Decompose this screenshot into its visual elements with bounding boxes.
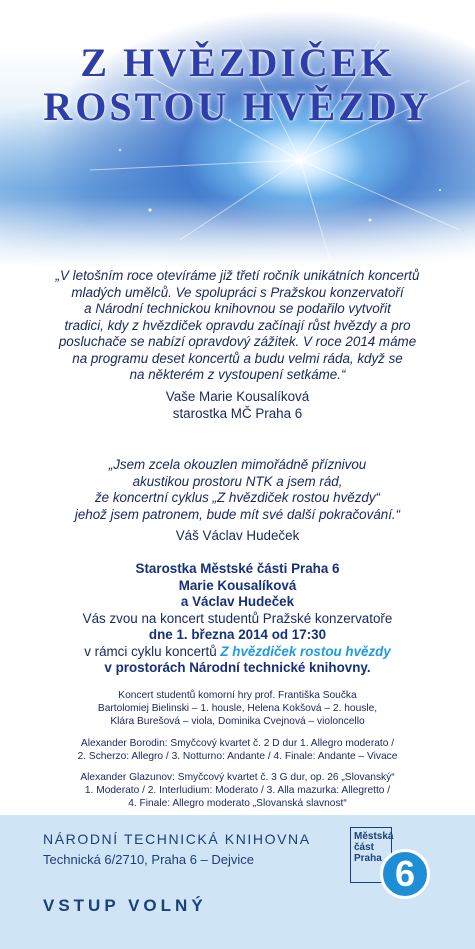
quote-line: „V letošním roce otevíráme již třetí ročník unikátních koncertů <box>55 268 420 283</box>
concert-date: dne 1. března 2014 od 17:30 <box>148 627 327 642</box>
series-prefix: v rámci cyklu koncertů <box>84 643 221 659</box>
venue-line: v prostorách Národní technické knihovny. <box>104 660 371 675</box>
library-address: Technická 6/2710, Praha 6 – Dejvice <box>43 852 255 867</box>
role-kousalikova: starostka MČ Praha 6 <box>172 405 303 421</box>
program-piece-borodin <box>0 737 475 763</box>
quote-line: jehož jsem patronem, bude mít své další pokračování.“ <box>74 506 401 522</box>
host-line-3: a Václav Hudeček <box>180 594 295 609</box>
program-line: 1. Moderato / 2. Interludium: Moderato / 3. Alla mazurka: Allegretto / <box>84 785 391 796</box>
program-line: 2. Scherzo: Allegro / 3. Notturno: Andante / 4. Finale: Andante – Vivace <box>77 751 398 762</box>
quote-line: a Národní technickou knihovnou se podařilo vytvořit <box>84 301 391 316</box>
program-piece-glazunov <box>0 771 475 810</box>
logo-line: Městská <box>354 831 394 842</box>
quote-line: akustikou prostoru NTK a jsem rád, <box>132 473 343 489</box>
invitation <box>0 561 475 677</box>
quote-hudecek <box>0 457 475 544</box>
quote-line: na programu deset koncertů a budu velmi ráda, když se <box>72 350 403 366</box>
quote-line: na některém z vystoupení setkáme.“ <box>129 367 346 382</box>
footer <box>0 815 475 949</box>
program-line: Koncert studentů komorní hry prof. Františka Součka <box>118 690 357 701</box>
host-line-2: Marie Kousalíková <box>178 577 297 593</box>
quote-line: mladých umělců. Ve spolupráci s Pražskou konzervatoří <box>71 284 404 300</box>
program-line: Bartolomiej Bielinski – 1. housle, Helena Kokšová – 2. housle, <box>97 703 378 714</box>
quote-line: že koncertní cyklus „Z hvězdiček rostou hvězdy“ <box>94 490 381 505</box>
quote-line: „Jsem zcela okouzlen mimořádně příznivou <box>108 457 367 472</box>
quote-kousalikova <box>0 268 475 422</box>
title-line-1: Z HVĚZDIČEK <box>80 40 395 85</box>
program-line: Klára Burešová – viola, Dominika Cvejnová – violoncello <box>110 716 365 727</box>
title-line-2: ROSTOU HVĚZDY <box>43 84 432 129</box>
quote-line: tradici, kdy z hvězdiček opravdu začínají růst hvězdy a pro <box>64 317 411 333</box>
invite-text: Vás zvou na koncert studentů Pražské konzervatoře <box>82 610 393 626</box>
series-line <box>0 644 475 661</box>
quote-line: posluchače se nabízí opravdový zážitek. V roce 2014 máme <box>58 334 417 349</box>
program-performers <box>0 689 475 728</box>
signature-kousalikova: Vaše Marie Kousalíková <box>165 388 310 404</box>
program-line: 4. Finale: Allegro moderato „Slovanská slavnost“ <box>128 798 347 809</box>
logo-line: Praha <box>354 853 382 864</box>
library-name: NÁRODNÍ TECHNICKÁ KNIHOVNA <box>43 831 311 847</box>
program-line: Alexander Glazunov: Smyčcový kvartet č. 3 G dur, op. 26 „Slovanský“ <box>80 772 395 783</box>
signature-hudecek: Váš Václav Hudeček <box>175 528 300 543</box>
hero-fade <box>0 198 475 268</box>
program-line: Alexander Borodin: Smyčcový kvartet č. 2 D dur 1. Allegro moderato / <box>80 738 395 749</box>
free-entry: VSTUP VOLNÝ <box>43 896 207 915</box>
host-line-1: Starostka Městské části Praha 6 <box>135 561 340 576</box>
praha-6-logo <box>350 827 440 907</box>
logo-number-circle: 6 <box>380 849 430 899</box>
series-name: Z hvězdiček rostou hvězdy <box>220 643 391 659</box>
logo-line: část <box>354 842 375 853</box>
hero-banner <box>0 0 475 268</box>
